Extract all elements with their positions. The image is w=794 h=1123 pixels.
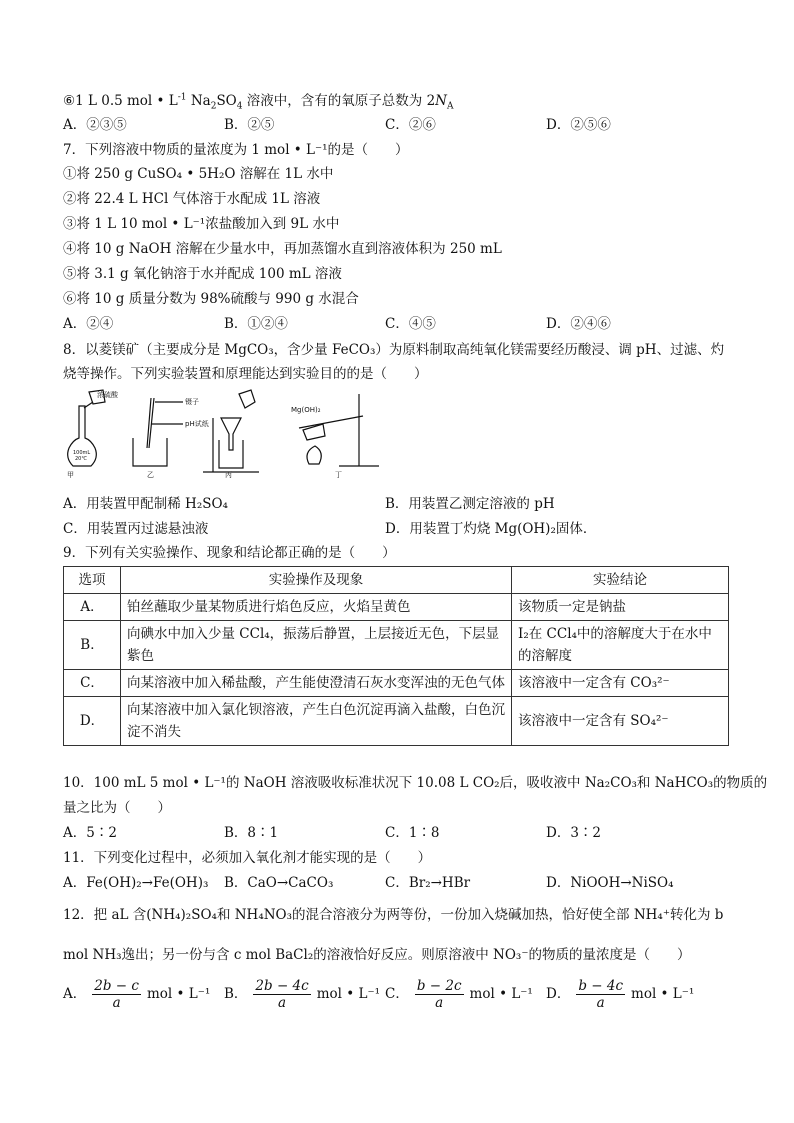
q11-option-d[interactable]: D．NiOOH→NiSO₄ bbox=[546, 875, 674, 891]
fraction-numerator: 2b − 4c bbox=[255, 978, 309, 994]
fraction bbox=[92, 978, 141, 1011]
q7-item-2: ②将 22.4 L HCl 气体溶于水配成 1L 溶液 bbox=[63, 191, 321, 207]
q11-option-a[interactable]: A．Fe(OH)₂→Fe(OH)₃ bbox=[63, 875, 209, 891]
label-bing: 丙 bbox=[225, 471, 232, 478]
table-row[interactable] bbox=[64, 621, 729, 670]
q9-row-option: A． bbox=[64, 594, 121, 621]
q6-option-d[interactable]: D．②⑤⑥ bbox=[546, 117, 611, 133]
q12-option-unit: mol • L⁻¹ bbox=[316, 986, 380, 1002]
q7-option-c[interactable]: C．④⑤ bbox=[385, 316, 436, 332]
q9-row-option: D． bbox=[64, 697, 121, 746]
q9-row-operation: 铂丝蘸取少量某物质进行焰色反应，火焰呈黄色 bbox=[121, 594, 512, 621]
q9-row-operation: 向某溶液中加入稀盐酸，产生能使澄清石灰水变浑浊的无色气体 bbox=[121, 670, 512, 697]
fraction-denominator: a bbox=[435, 995, 444, 1011]
q10-option-b[interactable]: B．8∶1 bbox=[224, 825, 279, 841]
q12-stem-2: mol NH₃逸出；另一份与含 c mol BaCl₂的溶液恰好反应。则原溶液中 NO₃⁻的物质的量浓度是（ ） bbox=[63, 947, 691, 963]
q7-item-1: ①将 250 g CuSO₄ • 5H₂O 溶解在 1L 水中 bbox=[63, 166, 334, 182]
q11-option-c[interactable]: C．Br₂→HBr bbox=[385, 875, 471, 891]
q7-option-d[interactable]: D．②④⑥ bbox=[546, 316, 611, 332]
item6-sub2: 4 bbox=[236, 101, 243, 112]
q7-item-3: ③将 1 L 10 mol • L⁻¹浓盐酸加入到 9L 水中 bbox=[63, 216, 340, 232]
q12-option-label: D． bbox=[546, 986, 571, 1002]
q7-stem: 7．下列溶液中物质的量浓度为 1 mol • L⁻¹的是（ ） bbox=[63, 142, 409, 158]
q12-option-a[interactable] bbox=[63, 978, 210, 1011]
q9-row-conclusion: I₂在 CCl₄中的溶解度大于在水中的溶解度 bbox=[512, 621, 729, 670]
apparatus-figure bbox=[63, 388, 383, 478]
q9-row-conclusion: 该溶液中一定含有 SO₄²⁻ bbox=[512, 697, 729, 746]
fraction-numerator: b − 2c bbox=[416, 978, 462, 994]
item6-text-c: SO bbox=[216, 93, 237, 109]
q9-header-conclusion: 实验结论 bbox=[512, 567, 729, 594]
q8-option-c[interactable]: C．用装置丙过滤悬浊液 bbox=[63, 521, 209, 537]
fraction-denominator: a bbox=[278, 995, 287, 1011]
label-100ml: 100mL bbox=[73, 450, 91, 456]
fraction-numerator: b − 4c bbox=[578, 978, 624, 994]
q9-table bbox=[63, 566, 729, 746]
q9-row-conclusion: 该物质一定是钠盐 bbox=[512, 594, 729, 621]
q9-row-option: B． bbox=[64, 621, 121, 670]
fraction-denominator: a bbox=[112, 995, 121, 1011]
q9-row-conclusion: 该溶液中一定含有 CO₃²⁻ bbox=[512, 670, 729, 697]
q6-option-c[interactable]: C．②⑥ bbox=[385, 117, 436, 133]
label-ph-paper: pH试纸 bbox=[185, 420, 209, 428]
q6-option-a[interactable]: A．②③⑤ bbox=[63, 117, 127, 133]
q10-stem-1: 10．100 mL 5 mol • L⁻¹的 NaOH 溶液吸收标准状况下 10.08 L CO₂后，吸收液中 Na₂CO₃和 NaHCO₃的物质的 bbox=[63, 775, 768, 791]
q10-option-d[interactable]: D．3∶2 bbox=[546, 825, 602, 841]
q9-header-row bbox=[64, 567, 729, 594]
item6-line bbox=[63, 92, 453, 110]
table-row[interactable] bbox=[64, 697, 729, 746]
label-tweezers: 镊子 bbox=[185, 398, 199, 406]
q6-option-b[interactable]: B．②⑤ bbox=[224, 117, 275, 133]
q8-stem-2: 烧等操作。下列实验装置和原理能达到实验目的的是（ ） bbox=[63, 366, 428, 382]
item6-sub1: 2 bbox=[210, 101, 217, 112]
fraction-denominator: a bbox=[596, 995, 605, 1011]
q10-stem-2: 量之比为（ ） bbox=[63, 800, 171, 816]
label-concentrated-sulfuric-acid: 浓硫酸 bbox=[97, 391, 118, 399]
fraction bbox=[576, 978, 625, 1011]
q12-option-b[interactable] bbox=[224, 978, 380, 1011]
q11-stem: 11．下列变化过程中，必须加入氧化剂才能实现的是（ ） bbox=[63, 850, 432, 866]
q9-row-operation: 向某溶液中加入氯化钡溶液，产生白色沉淀再滴入盐酸，白色沉淀不消失 bbox=[121, 697, 512, 746]
q12-option-unit: mol • L⁻¹ bbox=[469, 986, 533, 1002]
q12-option-c[interactable] bbox=[385, 978, 533, 1011]
q7-option-a[interactable]: A．②④ bbox=[63, 316, 114, 332]
table-row[interactable] bbox=[64, 594, 729, 621]
q10-option-c[interactable]: C．1∶8 bbox=[385, 825, 440, 841]
q7-item-4: ④将 10 g NaOH 溶解在少量水中，再加蒸馏水直到溶液体积为 250 mL bbox=[63, 241, 502, 257]
q12-option-label: C． bbox=[385, 986, 409, 1002]
q8-stem-1: 8．以菱镁矿（主要成分是 MgCO₃，含少量 FeCO₃）为原料制取高纯氧化镁需要经历酸浸、调 pH、过滤、灼 bbox=[63, 342, 725, 358]
q12-stem-1: 12．把 aL 含(NH₄)₂SO₄和 NH₄NO₃的混合溶液分为两等份，一份加入烧碱加热，恰好使全部 NH₄⁺转化为 b bbox=[63, 907, 724, 923]
item6-text: ⑥1 L 0.5 mol • L bbox=[63, 93, 178, 109]
fraction-numerator: 2b − c bbox=[94, 978, 139, 994]
label-20c: 20℃ bbox=[75, 456, 87, 462]
item6-text-b: Na bbox=[186, 93, 211, 109]
q8-option-b[interactable]: B．用装置乙测定溶液的 pH bbox=[385, 496, 555, 512]
q9-header-operation: 实验操作及现象 bbox=[121, 567, 512, 594]
q10-option-a[interactable]: A．5∶2 bbox=[63, 825, 117, 841]
q8-option-a[interactable]: A．用装置甲配制稀 H₂SO₄ bbox=[63, 496, 228, 512]
item6-na: N bbox=[435, 93, 447, 109]
table-row[interactable] bbox=[64, 670, 729, 697]
fraction bbox=[415, 978, 464, 1011]
q12-option-label: B． bbox=[224, 986, 248, 1002]
q12-option-label: A． bbox=[63, 986, 87, 1002]
fraction bbox=[253, 978, 310, 1011]
q9-header-option: 选项 bbox=[64, 567, 121, 594]
q9-stem: 9．下列有关实验操作、现象和结论都正确的是（ ） bbox=[63, 545, 396, 561]
q8-option-d[interactable]: D．用装置丁灼烧 Mg(OH)₂固体． bbox=[385, 521, 597, 537]
label-mgoh2: Mg(OH)₂ bbox=[291, 406, 321, 414]
label-yi: 乙 bbox=[147, 471, 154, 478]
q11-option-b[interactable]: B．CaO→CaCO₃ bbox=[224, 875, 334, 891]
q12-option-unit: mol • L⁻¹ bbox=[631, 986, 695, 1002]
label-jia: 甲 bbox=[67, 471, 74, 478]
q7-item-5: ⑤将 3.1 g 氧化钠溶于水并配成 100 mL 溶液 bbox=[63, 266, 342, 282]
item6-sup: -1 bbox=[177, 92, 187, 103]
q9-row-option: C． bbox=[64, 670, 121, 697]
item6-na-sub: A bbox=[446, 101, 454, 112]
q7-item-6: ⑥将 10 g 质量分数为 98%硫酸与 990 g 水混合 bbox=[63, 291, 359, 307]
q12-option-d[interactable] bbox=[546, 978, 694, 1011]
q12-option-unit: mol • L⁻¹ bbox=[146, 986, 211, 1002]
label-ding: 丁 bbox=[335, 471, 342, 478]
q7-option-b[interactable]: B．①②④ bbox=[224, 316, 288, 332]
item6-text-d: 溶液中，含有的氧原子总数为 2 bbox=[242, 93, 436, 109]
q9-row-operation: 向碘水中加入少量 CCl₄，振荡后静置，上层接近无色，下层显紫色 bbox=[121, 621, 512, 670]
